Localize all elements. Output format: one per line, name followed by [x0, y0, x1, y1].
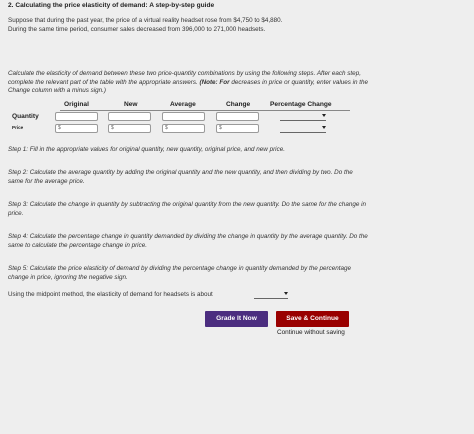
instructions-text: Calculate the elasticity of demand between these two price-quantity combinations by using the following steps. After each step, complete the relevant part of the table with the appropriate answers. — [8, 70, 361, 86]
column-header-percentage-change: Percentage Change — [270, 101, 332, 108]
column-header-average: Average — [170, 101, 196, 108]
instructions-note-text: decreases in price or quantity, enter values in the Change column with a minus sign.) — [8, 78, 369, 94]
step-3: Step 3: Calculate the change in quantity by subtracting the original quantity from the new quantity. Do the same for the change in price. — [8, 201, 366, 217]
step-5: Step 5: Calculate the price elasticity of demand by dividing the percentage change in quantity demanded by the percentage change in price, ignoring the negative sign. — [8, 265, 352, 281]
price-percentage-change-dropdown[interactable] — [280, 124, 326, 133]
instructions — [8, 70, 378, 96]
column-header-change: Change — [226, 101, 251, 108]
table-header-divider — [60, 110, 350, 111]
grade-it-now-button[interactable]: Grade It Now — [205, 311, 268, 327]
elasticity-answer-dropdown[interactable] — [254, 290, 288, 299]
column-header-new: New — [124, 101, 138, 108]
step-2: Step 2: Calculate the average quantity by adding the original quantity and the new quantity, and then dividing by two. Do the same for the average price. — [8, 169, 353, 185]
row-label-quantity: Quantity — [12, 113, 39, 120]
intro-line-1: Suppose that during the past year, the price of a virtual reality headset rose from $4,750 to $4,880. — [8, 17, 283, 24]
price-original-input[interactable]: $ — [55, 124, 98, 133]
caret-down-icon — [322, 126, 326, 129]
price-new-input[interactable]: $ — [108, 124, 151, 133]
problem-intro — [8, 17, 428, 34]
step-4: Step 4: Calculate the percentage change in quantity demanded by dividing the change in quantity by the average quantity. Do the same to calculate the percentage change in price. — [8, 233, 368, 249]
column-header-original: Original — [64, 101, 89, 108]
quantity-original-input[interactable] — [55, 112, 98, 121]
page-title: 2. Calculating the price elasticity of demand: A step-by-step guide — [8, 2, 215, 9]
intro-line-2: During the same time period, consumer sales decreased from 396,000 to 271,000 headsets. — [8, 25, 266, 33]
instructions-note-label: (Note: For — [199, 78, 230, 86]
save-and-continue-button[interactable]: Save & Continue — [276, 311, 349, 327]
quantity-percentage-change-dropdown[interactable] — [280, 112, 326, 121]
caret-down-icon — [322, 114, 326, 117]
price-change-input[interactable]: $ — [216, 124, 259, 133]
midpoint-question: Using the midpoint method, the elasticity of demand for headsets is about — [8, 291, 213, 298]
caret-down-icon — [284, 292, 288, 295]
quantity-new-input[interactable] — [108, 112, 151, 121]
price-average-input[interactable]: $ — [162, 124, 205, 133]
quantity-average-input[interactable] — [162, 112, 205, 121]
continue-without-saving-link[interactable]: Continue without saving — [277, 329, 345, 336]
quantity-change-input[interactable] — [216, 112, 259, 121]
row-label-price: Price — [12, 125, 24, 130]
step-1: Step 1: Fill in the appropriate values for original quantity, new quantity, original price, and new price. — [8, 146, 285, 153]
